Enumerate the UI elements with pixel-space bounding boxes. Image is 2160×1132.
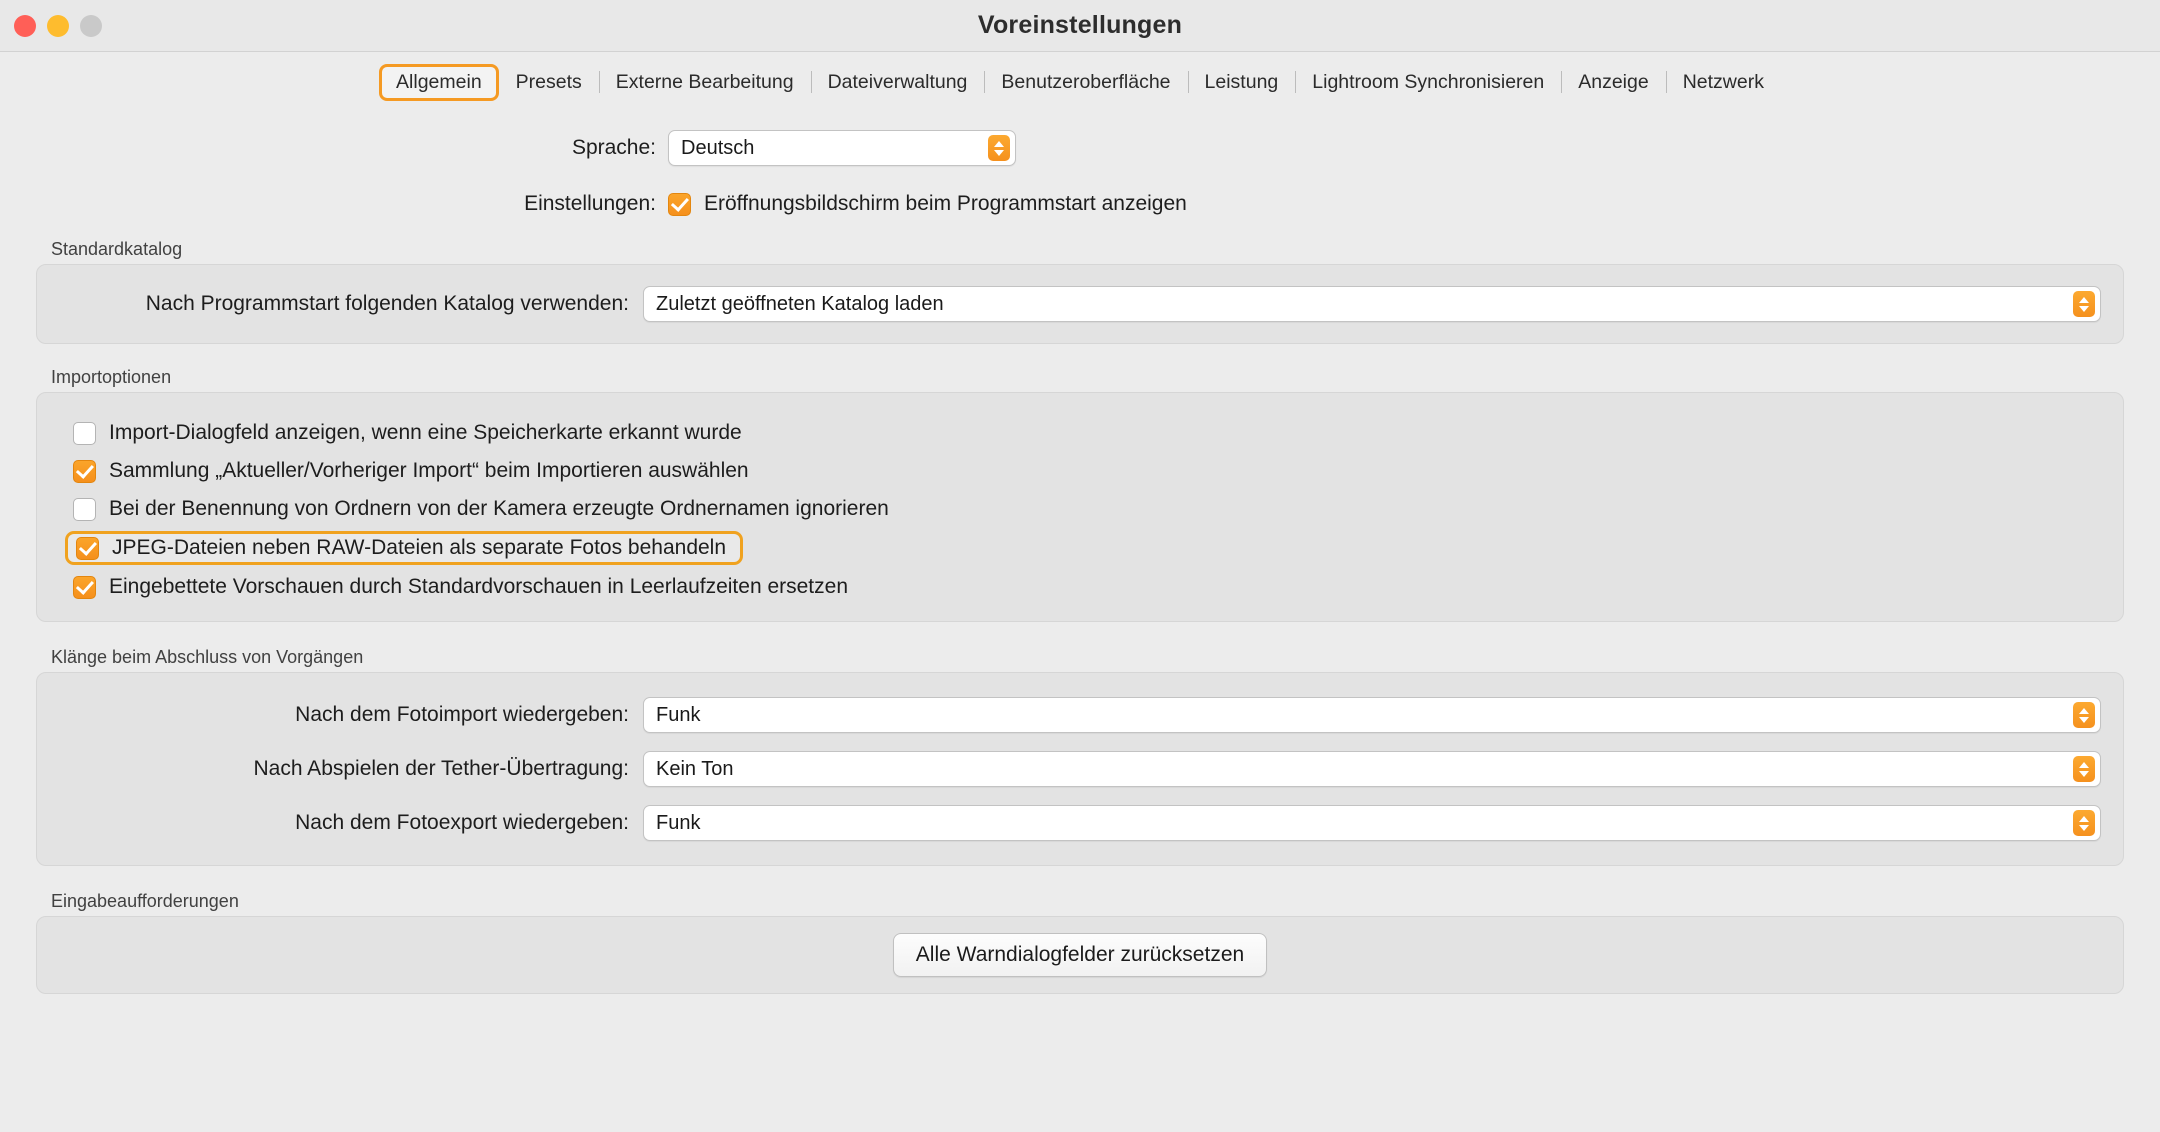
language-select[interactable] <box>668 130 1016 166</box>
prompts-group-title: Eingabeaufforderungen <box>51 891 239 911</box>
sound-export-select[interactable] <box>643 805 2101 841</box>
splash-screen-checkbox-row[interactable] <box>668 192 1187 216</box>
import-option-row[interactable] <box>73 459 2101 483</box>
title-bar <box>0 0 2160 52</box>
import-option-row[interactable] <box>73 497 2101 521</box>
tab-anzeige[interactable]: Anzeige <box>1561 64 1665 101</box>
tab-allgemein[interactable]: Allgemein <box>379 64 499 101</box>
default-catalog-row <box>37 265 2123 343</box>
sound-import-label: Nach dem Fotoimport wiedergeben: <box>295 703 629 726</box>
tab-externe-bearbeitung[interactable]: Externe Bearbeitung <box>599 64 811 101</box>
sounds-group-title: Klänge beim Abschluss von Vorgängen <box>51 647 364 667</box>
jpeg-raw-highlight-box[interactable] <box>65 531 743 565</box>
ignore-camera-folder-names-label: Bei der Benennung von Ordnern von der Kamera erzeugte Ordnernamen ignorieren <box>109 497 889 520</box>
settings-row <box>36 192 2124 216</box>
replace-embedded-previews-label: Eingebettete Vorschauen durch Standardvorschauen in Leerlaufzeiten ersetzen <box>109 575 848 598</box>
tab-netzwerk[interactable]: Netzwerk <box>1666 64 1781 101</box>
chevron-updown-icon[interactable] <box>2073 756 2095 782</box>
default-catalog-label: Nach Programmstart folgenden Katalog verwenden: <box>145 292 629 315</box>
sound-import-select[interactable] <box>643 697 2101 733</box>
import-dialog-checkbox[interactable] <box>73 422 96 445</box>
settings-label: Einstellungen: <box>524 192 656 215</box>
tab-lightroom-synchronisieren[interactable]: Lightroom Synchronisieren <box>1295 64 1561 101</box>
window-title: Voreinstellungen <box>977 11 1183 39</box>
chevron-updown-icon[interactable] <box>2073 702 2095 728</box>
tab-leistung[interactable]: Leistung <box>1188 64 1296 101</box>
splash-screen-label: Eröffnungsbildschirm beim Programmstart anzeigen <box>704 192 1187 215</box>
import-options-group <box>36 367 2124 622</box>
chevron-updown-icon[interactable] <box>2073 291 2095 317</box>
language-value: Deutsch <box>681 136 755 159</box>
sound-row-import <box>59 697 2101 733</box>
sound-tether-select[interactable] <box>643 751 2101 787</box>
replace-embedded-previews-checkbox[interactable] <box>73 576 96 599</box>
sound-tether-value: Kein Ton <box>656 757 734 780</box>
default-catalog-select[interactable] <box>643 286 2101 322</box>
splash-screen-checkbox[interactable] <box>668 193 691 216</box>
sound-export-label: Nach dem Fotoexport wiedergeben: <box>295 811 629 834</box>
jpeg-raw-separate-checkbox[interactable] <box>76 537 99 560</box>
ignore-camera-folder-names-checkbox[interactable] <box>73 498 96 521</box>
language-row <box>36 130 2124 166</box>
sound-row-export <box>59 805 2101 841</box>
chevron-updown-icon[interactable] <box>988 135 1010 161</box>
import-option-row[interactable] <box>73 575 2101 599</box>
sound-export-value: Funk <box>656 811 701 834</box>
default-catalog-group-title: Standardkatalog <box>51 239 183 259</box>
sounds-group <box>36 647 2124 866</box>
import-option-row-highlighted[interactable] <box>65 531 2101 565</box>
reset-all-warning-dialogs-button[interactable]: Alle Warndialogfelder zurücksetzen <box>893 933 1267 977</box>
current-previous-import-label: Sammlung „Aktueller/Vorheriger Import“ beim Importieren auswählen <box>109 459 749 482</box>
prompts-group <box>36 891 2124 994</box>
import-options-group-title: Importoptionen <box>51 367 172 387</box>
current-previous-import-checkbox[interactable] <box>73 460 96 483</box>
chevron-updown-icon[interactable] <box>2073 810 2095 836</box>
preferences-content <box>0 130 2160 994</box>
jpeg-raw-separate-label: JPEG-Dateien neben RAW-Dateien als separate Fotos behandeln <box>112 536 727 559</box>
zoom-window-button[interactable] <box>80 15 102 37</box>
import-dialog-label: Import-Dialogfeld anzeigen, wenn eine Speicherkarte erkannt wurde <box>109 421 742 444</box>
default-catalog-value: Zuletzt geöffneten Katalog laden <box>656 292 944 315</box>
minimize-window-button[interactable] <box>47 15 69 37</box>
import-option-row[interactable] <box>73 421 2101 445</box>
tab-benutzeroberflaeche[interactable]: Benutzeroberfläche <box>984 64 1187 101</box>
language-label: Sprache: <box>571 136 656 159</box>
close-window-button[interactable] <box>14 15 36 37</box>
sound-tether-label: Nach Abspielen der Tether-Übertragung: <box>253 757 629 780</box>
tab-bar <box>0 52 2160 112</box>
default-catalog-group <box>36 239 2124 344</box>
sound-import-value: Funk <box>656 703 701 726</box>
tab-dateiverwaltung[interactable]: Dateiverwaltung <box>811 64 985 101</box>
sound-row-tether <box>59 751 2101 787</box>
traffic-light-buttons <box>14 15 102 37</box>
tab-presets[interactable]: Presets <box>515 70 582 93</box>
